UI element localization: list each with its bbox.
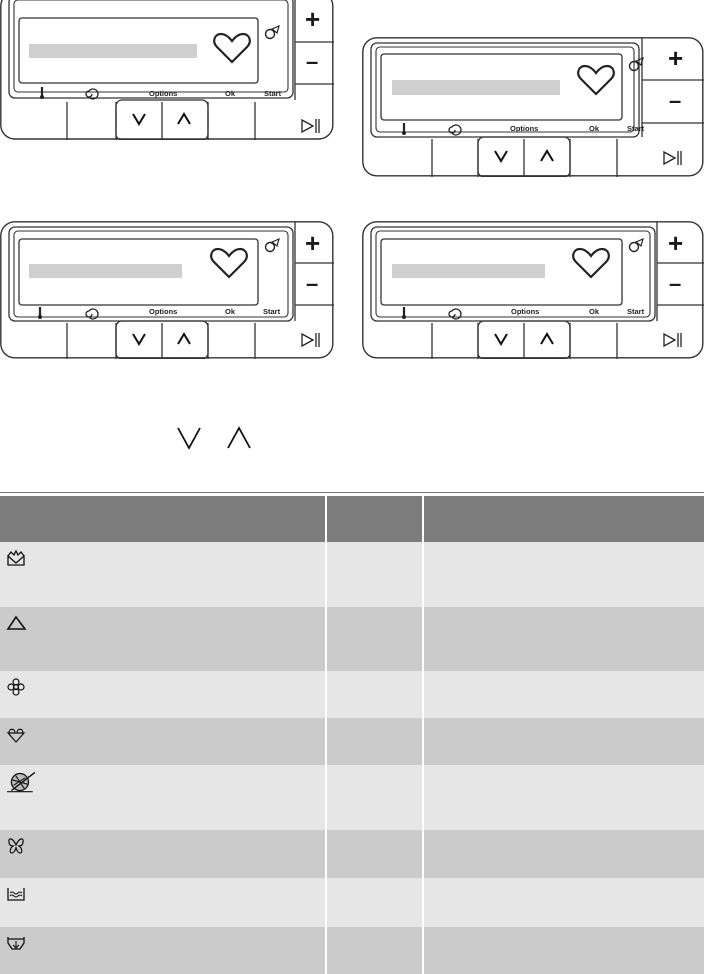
lingerie-icon [5, 724, 27, 744]
header-description [424, 496, 704, 542]
table-row [0, 878, 704, 927]
table-row [0, 830, 704, 878]
table-row [0, 765, 704, 830]
start-label: Start [263, 307, 281, 316]
table-row [0, 542, 704, 607]
up-button[interactable] [524, 323, 570, 359]
down-button[interactable] [478, 323, 524, 359]
chevron-icons [174, 424, 254, 452]
cotton-icon [5, 548, 27, 568]
chevron-up-icon [228, 428, 250, 448]
ok-label: Ok [225, 89, 236, 98]
ok-label: Ok [589, 124, 600, 133]
chevron-down-icon [178, 428, 200, 448]
options-label: Options [149, 89, 178, 98]
control-panel-2 [362, 37, 704, 177]
down-button[interactable] [478, 139, 524, 177]
down-button[interactable] [116, 102, 162, 140]
section-divider [0, 492, 704, 493]
start-pause-button[interactable] [296, 106, 334, 140]
options-label: Options [511, 307, 540, 316]
silk-icon [5, 836, 27, 856]
synthetics-icon [5, 613, 27, 633]
start-pause-button[interactable] [296, 321, 332, 355]
programme-table [0, 496, 704, 974]
rinse-icon [5, 933, 27, 953]
plus-button[interactable]: + [668, 228, 684, 258]
header-load [327, 496, 424, 542]
instruction-arrows [174, 424, 254, 452]
ok-label: Ok [225, 307, 236, 316]
delicates-icon [5, 677, 27, 697]
ok-label: Ok [589, 307, 600, 316]
table-header [0, 496, 704, 542]
table-row [0, 607, 704, 671]
options-label: Options [510, 124, 539, 133]
header-programme [0, 496, 327, 542]
table-row [0, 718, 704, 765]
wool-icon [5, 769, 37, 793]
start-pause-button[interactable] [644, 137, 702, 173]
plus-button[interactable]: + [305, 228, 321, 258]
start-label: Start [627, 124, 645, 133]
control-panel-1 [0, 0, 334, 140]
down-button[interactable] [116, 323, 162, 359]
table-row [0, 927, 704, 974]
control-panel-3 [0, 221, 334, 359]
up-button[interactable] [162, 323, 208, 359]
soak-icon [5, 884, 27, 904]
up-button[interactable] [524, 139, 570, 177]
options-label: Options [149, 307, 178, 316]
plus-button[interactable]: + [668, 43, 684, 73]
minus-button[interactable]: – [669, 271, 682, 296]
minus-button[interactable]: – [306, 49, 319, 74]
plus-button[interactable]: + [305, 4, 321, 34]
minus-button[interactable]: – [669, 88, 682, 113]
up-button[interactable] [162, 102, 208, 140]
table-row [0, 671, 704, 718]
start-pause-button[interactable] [658, 321, 702, 355]
control-panel-4 [362, 221, 704, 359]
start-label: Start [627, 307, 645, 316]
minus-button[interactable]: – [306, 271, 319, 296]
start-label: Start [264, 89, 282, 98]
